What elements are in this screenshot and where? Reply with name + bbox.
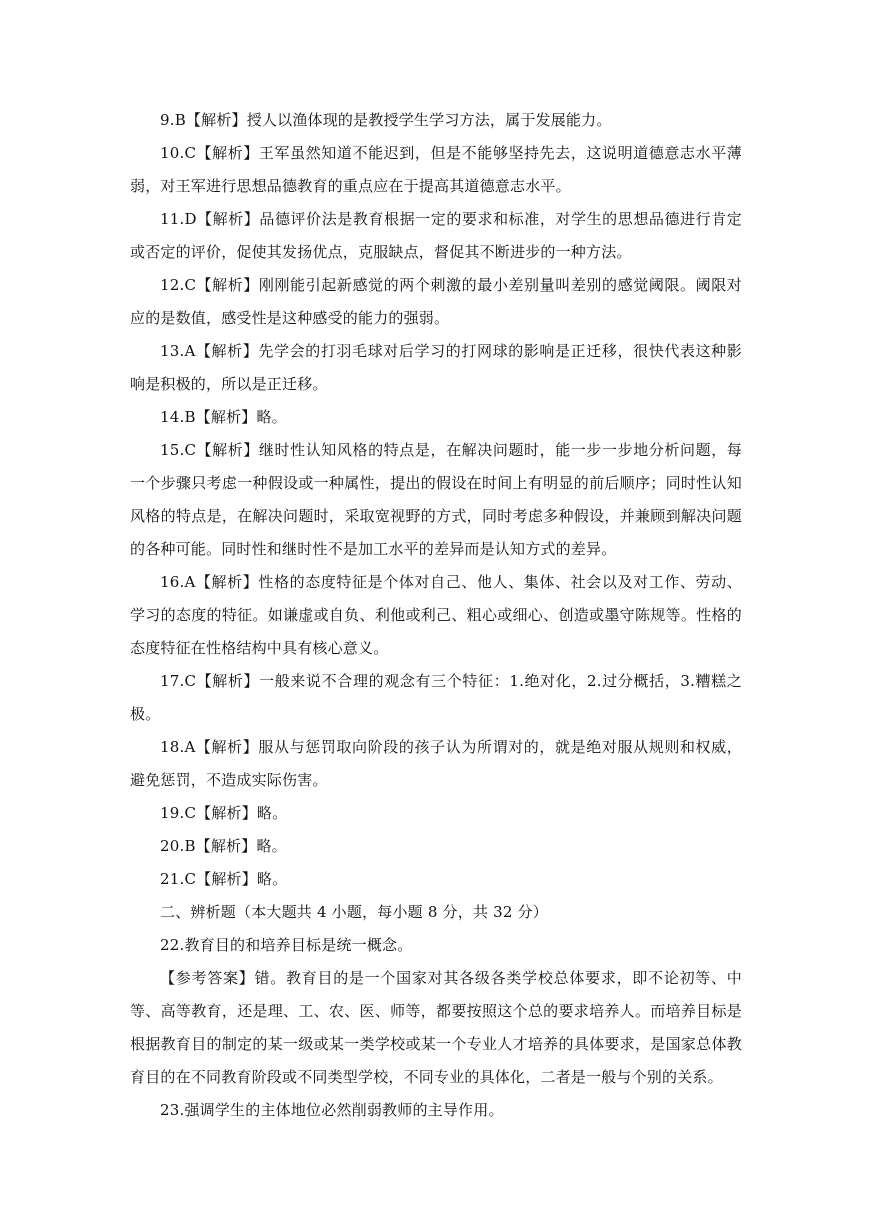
answer-10: 10.C【解析】王军虽然知道不能迟到，但是不能够坚持先去，这说明道德意志水平薄弱，对王军进行思想品德教育的重点应在于提高其道德意志水平。	[130, 144, 742, 195]
reference-answer-22: 【参考答案】错。教育目的是一个国家对其各级各类学校总体要求，即不论初等、中等、高等教育，还是理、工、农、医、师等，都要按照这个总的要求培养人。而培养目标是根据教育目的制定的某一级或某一类学校或某一个专业人才培养的具体要求，是国家总体教育目的在不同教育阶段或不同类型学校，不同专业的具体化，二者是一般与个别的关系。	[130, 969, 742, 1086]
answer-17: 17.C【解析】一般来说不合理的观念有三个特征：1.绝对化，2.过分概括，3.糟糕之极。	[130, 672, 742, 723]
question-23: 23.强调学生的主体地位必然削弱教师的主导作用。	[160, 1101, 504, 1119]
answer-11: 11.D【解析】品德评价法是教育根据一定的要求和标准，对学生的思想品德进行肯定或否定的评价，促使其发扬优点，克服缺点，督促其不断进步的一种方法。	[130, 210, 742, 261]
answer-21: 21.C【解析】略。	[160, 870, 288, 888]
question-22: 22.教育目的和培养目标是统一概念。	[160, 936, 413, 954]
answer-13: 13.A【解析】先学会的打羽毛球对后学习的打网球的影响是正迁移，很快代表这种影响是积极的，所以是正迁移。	[130, 342, 742, 393]
answer-19: 19.C【解析】略。	[160, 804, 288, 822]
answer-9: 9.B【解析】授人以渔体现的是教授学生学习方法，属于发展能力。	[160, 111, 612, 129]
answer-16: 16.A【解析】性格的态度特征是个体对自己、他人、集体、社会以及对工作、劳动、学习的态度的特征。如谦虚或自负、利他或利己、粗心或细心、创造或墨守陈规等。性格的态度特征在性格结构中具有核心意义。	[130, 573, 742, 657]
section-heading-analysis: 二、辨析题（本大题共 4 小题，每小题 8 分，共 32 分）	[160, 903, 548, 921]
answer-15: 15.C【解析】继时性认知风格的特点是，在解决问题时，能一步一步地分析问题，每一个步骤只考虑一种假设或一种属性，提出的假设在时间上有明显的前后顺序；同时性认知风格的特点是，在解决问题时，采取宽视野的方式，同时考虑多种假设，并兼顾到解决问题的各种可能。同时性和继时性不是加工水平的差异而是认知方式的差异。	[130, 441, 742, 558]
answer-14: 14.B【解析】略。	[160, 408, 287, 426]
answer-18: 18.A【解析】服从与惩罚取向阶段的孩子认为所谓对的，就是绝对服从规则和权威，避免惩罚，不造成实际伤害。	[130, 738, 742, 789]
answer-12: 12.C【解析】刚刚能引起新感觉的两个刺激的最小差别量叫差别的感觉阈限。阈限对应的是数值，感受性是这种感受的能力的强弱。	[130, 276, 742, 327]
document-body	[130, 104, 742, 1127]
answer-20: 20.B【解析】略。	[160, 837, 287, 855]
